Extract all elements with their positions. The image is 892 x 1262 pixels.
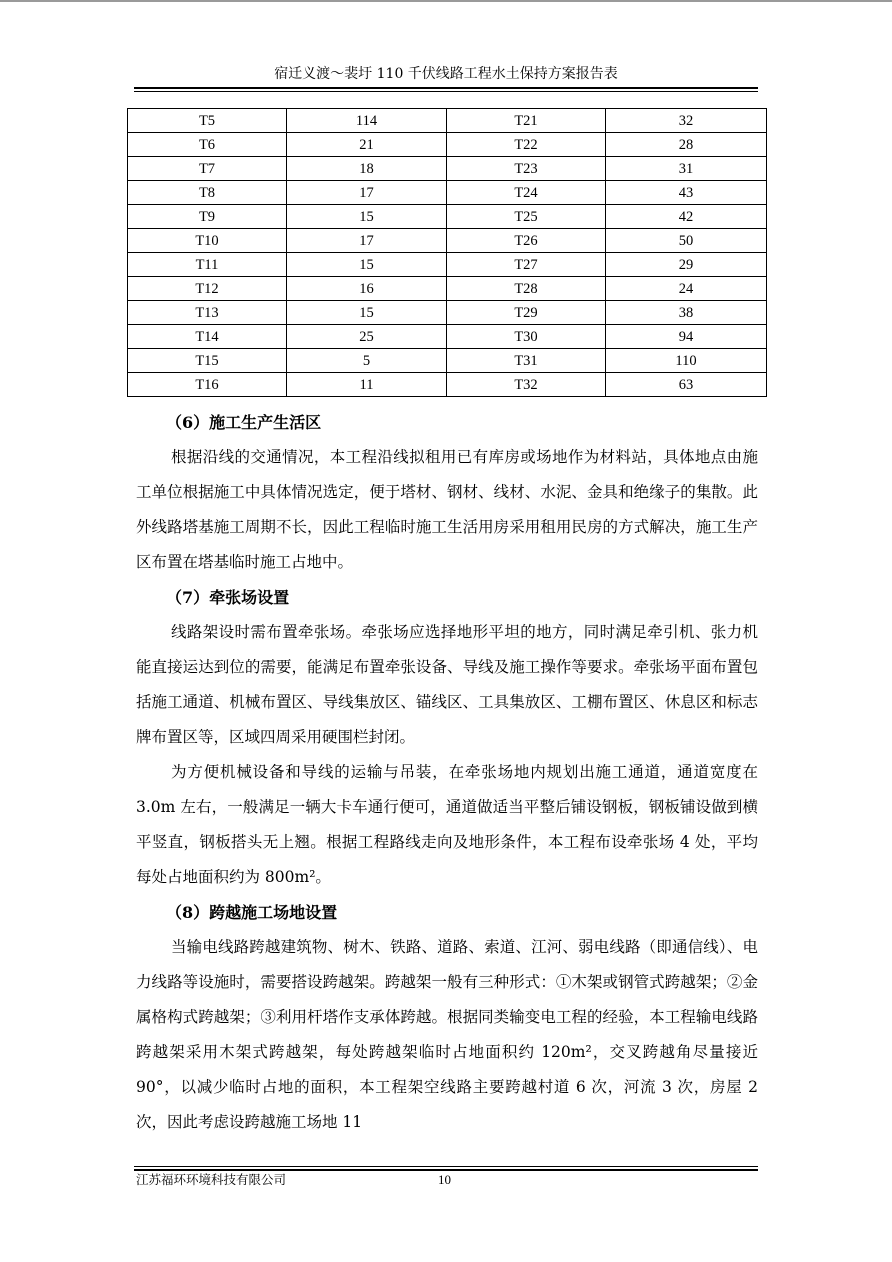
footer-company-name: 江苏福环环境科技有限公司: [136, 1172, 287, 1187]
area-value-cell: 21: [287, 133, 447, 157]
tower-id-cell: T9: [128, 205, 287, 229]
area-value-cell: 24: [606, 277, 767, 301]
tower-id-cell: T16: [128, 373, 287, 397]
tower-id-cell: T12: [128, 277, 287, 301]
section-paragraph: 线路架设时需布置牵张场。牵张场应选择地形平坦的地方，同时满足牵引机、张力机能直接运达到位的需要，能满足布置牵张设备、导线及施工操作等要求。牵张场平面布置包括施工通道、机械布置区、导线集放区、锚线区、工具集放区、工棚布置区、休息区和标志牌布置区等，区域四周采用硬围栏封闭。: [136, 623, 758, 746]
area-value-cell: 15: [287, 253, 447, 277]
table-row: [128, 133, 767, 157]
area-value-cell: 114: [287, 109, 447, 133]
tower-area-table: [127, 108, 767, 397]
section-paragraph: 当输电线路跨越建筑物、树木、铁路、道路、索道、江河、弱电线路（即通信线）、电力线路等设施时，需要搭设跨越架。跨越架一般有三种形式：①木架或钢管式跨越架；②金属格构式跨越架；③利用杆塔作支承体跨越。根据同类输变电工程的经验，本工程输电线路跨越架采用木架式跨越架，每处跨越架临时占地面积约 120m²，交叉跨越角尽量接近 90°，以减少临时占地的面积，本工程架空线路主要跨越村道 6 次，河流 3 次，房屋 2 次，因此考虑设跨越施工场地 11: [136, 938, 758, 1131]
tower-id-cell: T7: [128, 157, 287, 181]
tower-id-cell: T14: [128, 325, 287, 349]
tower-id-cell: T26: [447, 229, 606, 253]
table-row: [128, 157, 767, 181]
tower-id-cell: T11: [128, 253, 287, 277]
section-heading: （8）跨越施工场地设置: [166, 903, 338, 922]
tower-id-cell: T29: [447, 301, 606, 325]
section-paragraph: 根据沿线的交通情况，本工程沿线拟租用已有库房或场地作为材料站，具体地点由施工单位根据施工中具体情况选定，便于塔材、钢材、线材、水泥、金具和绝缘子的集散。此外线路塔基施工周期不长，因此工程临时施工生活用房采用租用民房的方式解决，施工生产区布置在塔基临时施工占地中。: [136, 448, 758, 571]
table-row: [128, 301, 767, 325]
section-paragraph: 为方便机械设备和导线的运输与吊装，在牵张场地内规划出施工通道，通道宽度在 3.0m 左右，一般满足一辆大卡车通行便可，通道做适当平整后铺设钢板，钢板铺设做到横平竖直，钢板搭头无上翘。根据工程路线走向及地形条件，本工程布设牵张场 4 处，平均每处占地面积约为 800m²。: [136, 763, 758, 886]
area-value-cell: 42: [606, 205, 767, 229]
area-value-cell: 29: [606, 253, 767, 277]
area-value-cell: 32: [606, 109, 767, 133]
area-value-cell: 15: [287, 205, 447, 229]
table-row: [128, 373, 767, 397]
tower-id-cell: T22: [447, 133, 606, 157]
header-rule: [134, 87, 758, 89]
tower-id-cell: T8: [128, 181, 287, 205]
area-value-cell: 110: [606, 349, 767, 373]
table-row: [128, 349, 767, 373]
page-header-title: 宿迁义渡～裴圩 110 千伏线路工程水土保持方案报告表: [274, 66, 618, 82]
table-body: [128, 109, 767, 397]
table-row: [128, 181, 767, 205]
tower-id-cell: T21: [447, 109, 606, 133]
table-row: [128, 277, 767, 301]
table-row: [128, 325, 767, 349]
area-value-cell: 94: [606, 325, 767, 349]
area-value-cell: 50: [606, 229, 767, 253]
section-heading: （7）牵张场设置: [166, 588, 290, 607]
tower-id-cell: T30: [447, 325, 606, 349]
table-row: [128, 229, 767, 253]
area-value-cell: 38: [606, 301, 767, 325]
tower-id-cell: T10: [128, 229, 287, 253]
tower-id-cell: T27: [447, 253, 606, 277]
table-row: [128, 109, 767, 133]
header-rule-thin: [134, 91, 758, 92]
area-value-cell: 31: [606, 157, 767, 181]
area-value-cell: 63: [606, 373, 767, 397]
tower-id-cell: T31: [447, 349, 606, 373]
area-value-cell: 18: [287, 157, 447, 181]
area-value-cell: 15: [287, 301, 447, 325]
section-heading: （6）施工生产生活区: [166, 413, 322, 432]
tower-id-cell: T32: [447, 373, 606, 397]
table-row: [128, 205, 767, 229]
area-value-cell: 11: [287, 373, 447, 397]
footer-rule-thin: [134, 1166, 758, 1167]
top-border-line: [0, 0, 892, 2]
area-value-cell: 17: [287, 229, 447, 253]
tower-id-cell: T25: [447, 205, 606, 229]
area-value-cell: 43: [606, 181, 767, 205]
tower-id-cell: T15: [128, 349, 287, 373]
tower-id-cell: T13: [128, 301, 287, 325]
area-value-cell: 16: [287, 277, 447, 301]
footer-rule: [134, 1169, 758, 1171]
area-value-cell: 5: [287, 349, 447, 373]
area-value-cell: 17: [287, 181, 447, 205]
tower-id-cell: T23: [447, 157, 606, 181]
tower-id-cell: T24: [447, 181, 606, 205]
area-value-cell: 28: [606, 133, 767, 157]
tower-id-cell: T6: [128, 133, 287, 157]
page-number: 10: [438, 1172, 451, 1187]
tower-id-cell: T5: [128, 109, 287, 133]
area-value-cell: 25: [287, 325, 447, 349]
table-row: [128, 253, 767, 277]
document-body: [136, 405, 758, 1140]
tower-id-cell: T28: [447, 277, 606, 301]
